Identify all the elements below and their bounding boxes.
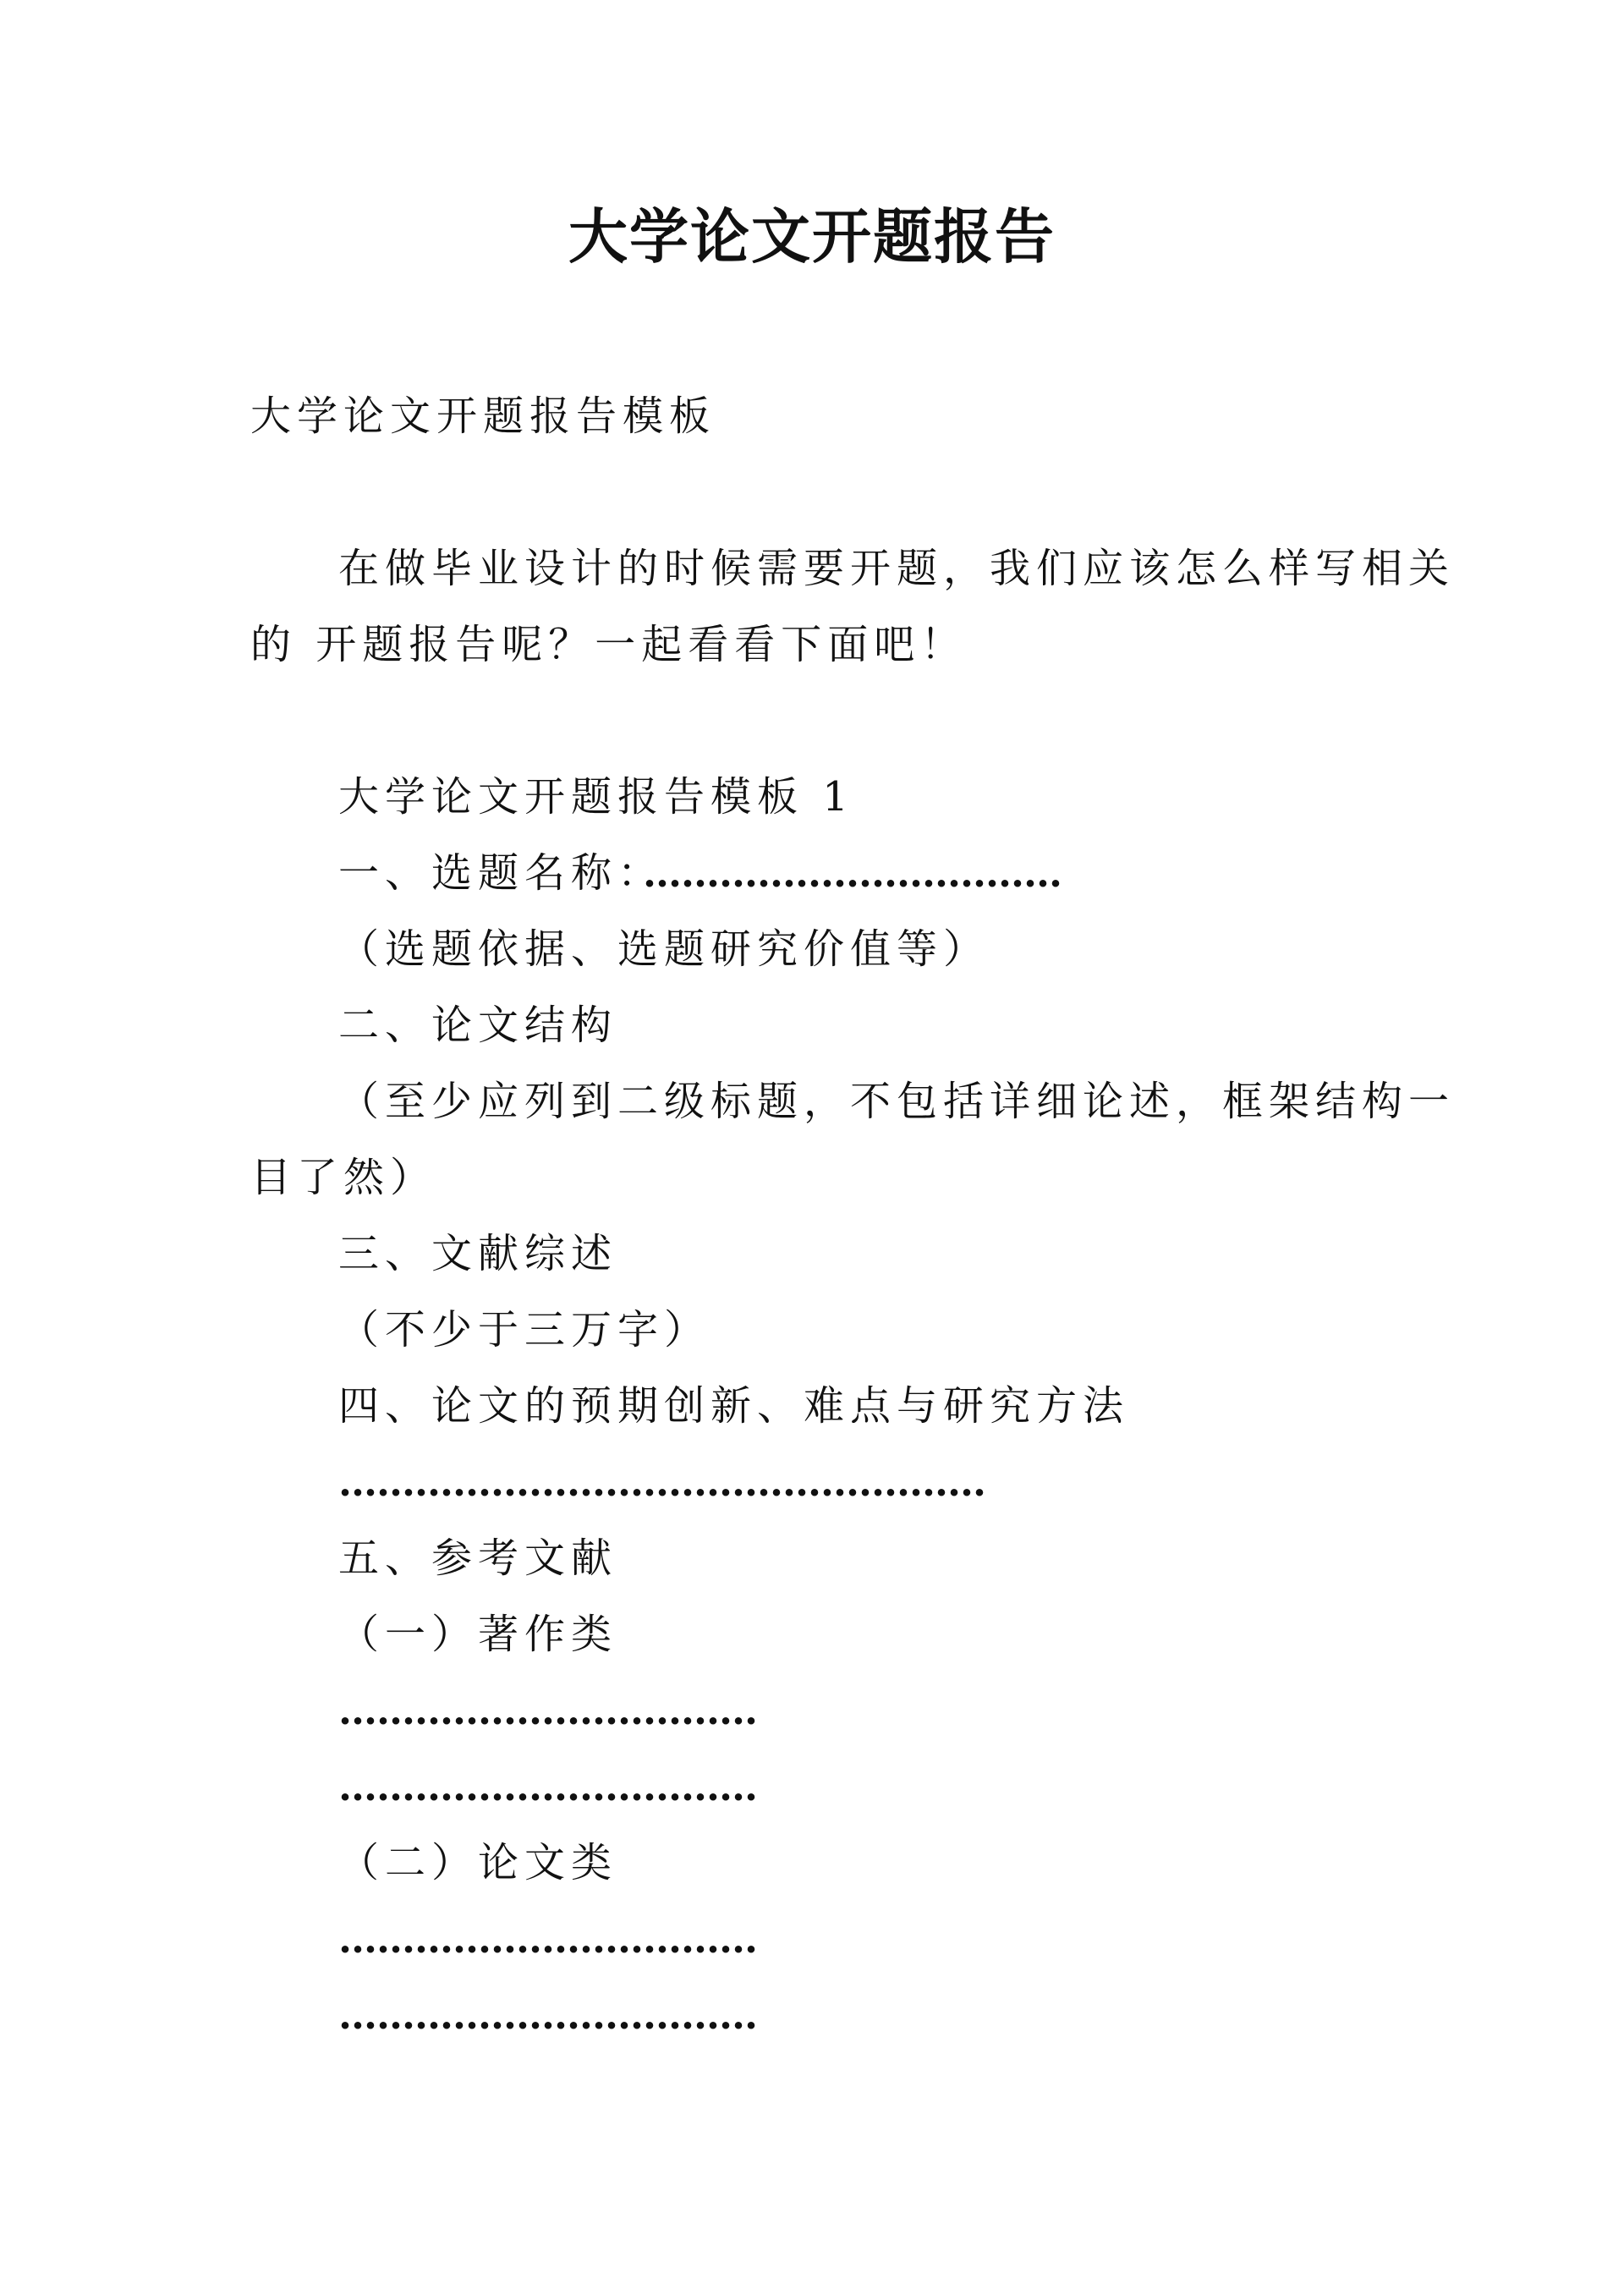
intro-line-2: 的 开题报告呢？一起看看下面吧！ [250,621,968,668]
section-5-label: 五、参考文献 [338,1535,618,1582]
intro-line-1: 在做毕业设计的时候需要开题，我们应该怎么样写相关 [338,545,1456,592]
section-2-note-line-1: （至少应列到二级标题，不包括详细论述，框架结构一 [338,1078,1456,1125]
template-heading: 大学论文开题报告模板 1 [338,773,854,821]
section-5-sub-1-label: （一）著作类 [338,1611,618,1658]
section-5-sub-1-dots-2: …………………………… [338,1764,757,1809]
section-1-note: （选题依据、选题研究价值等） [338,925,990,973]
section-5-sub-1-dots-1: …………………………… [338,1688,757,1733]
document-subtitle: 大学论文开题报告模板 [250,393,716,440]
section-5-sub-2-dots-1: …………………………… [338,1916,757,1962]
section-3-note: （不少于三万字） [338,1306,711,1353]
section-2-label: 二、论文结构 [338,1002,618,1049]
section-2-note-line-2: 目了然） [250,1154,437,1201]
section-4-label: 四、论文的预期创新、难点与研究方法 [338,1382,1130,1430]
section-1-label: 一、选题名称： [338,849,665,897]
section-5-sub-2-label: （二）论文类 [338,1839,618,1886]
section-1-dots: …………………………… [643,850,1062,896]
section-4-dots: …………………………………………… [338,1459,985,1505]
section-5-sub-2-dots-2: …………………………… [338,1992,757,2038]
page-title: 大学论文开题报告 [568,201,1056,272]
section-3-label: 三、文献综述 [338,1230,618,1277]
